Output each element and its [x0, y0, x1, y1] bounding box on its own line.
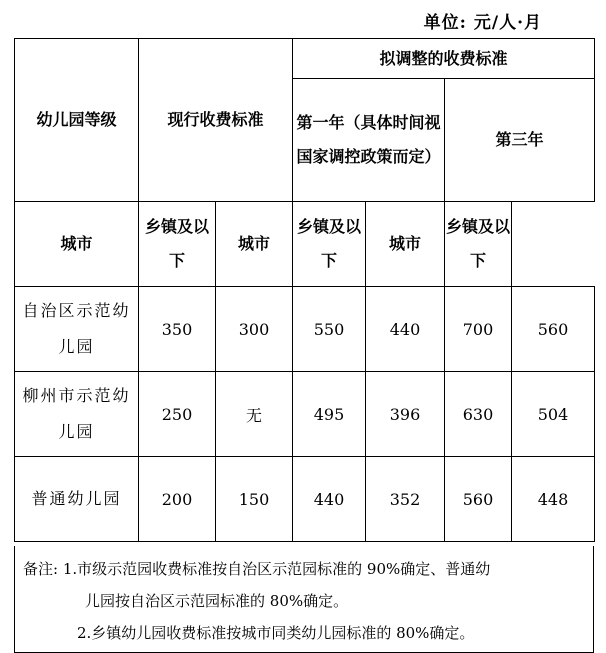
note-line-3: 2.乡镇幼儿园收费标准按城市同类幼儿园标准的 80%确定。: [77, 624, 475, 642]
cell-year-three-city: 700: [445, 287, 512, 372]
cell-year-one-town: 440: [366, 287, 445, 372]
sub-header-city: 城市: [366, 202, 445, 287]
cell-current-city: 200: [139, 457, 216, 542]
sub-header-city: 城市: [15, 202, 139, 287]
cell-year-three-city: 560: [445, 457, 512, 542]
note-line-1: 备注: 1.市级示范园收费标准按自治区示范园标准的 90%确定、普通幼: [23, 560, 491, 578]
sub-header-town: 乡镇及以下: [293, 202, 366, 287]
cell-current-city: 350: [139, 287, 216, 372]
header-level: 幼儿园等级: [15, 39, 139, 202]
cell-year-three-town: 448: [512, 457, 595, 542]
cell-year-one-town: 396: [366, 372, 445, 457]
cell-year-one-town: 352: [366, 457, 445, 542]
table-row: [15, 287, 595, 372]
header-year-three: 第三年: [445, 79, 595, 202]
table-row: [15, 457, 595, 542]
cell-current-town: 150: [216, 457, 293, 542]
header-proposed-standard: 拟调整的收费标准: [293, 39, 595, 79]
cell-current-city: 250: [139, 372, 216, 457]
row-category: 自治区示范幼儿园: [15, 287, 139, 372]
sub-header-town: 乡镇及以下: [445, 202, 512, 287]
cell-year-three-town: 560: [512, 287, 595, 372]
cell-year-three-city: 630: [445, 372, 512, 457]
sub-header-town: 乡镇及以下: [139, 202, 216, 287]
cell-current-town: 无: [216, 372, 293, 457]
row-category: 柳州市示范幼儿园: [15, 372, 139, 457]
unit-label: 单位: 元/人·月: [423, 13, 542, 33]
row-category: 普通幼儿园: [15, 457, 139, 542]
notes-box: [14, 546, 594, 653]
cell-current-town: 300: [216, 287, 293, 372]
cell-year-three-town: 504: [512, 372, 595, 457]
cell-year-one-city: 495: [293, 372, 366, 457]
fee-table: [14, 38, 595, 542]
header-current-standard: 现行收费标准: [139, 39, 293, 202]
header-year-one: 第一年（具体时间视国家调控政策而定）: [293, 79, 445, 202]
cell-year-one-city: 440: [293, 457, 366, 542]
cell-year-one-city: 550: [293, 287, 366, 372]
table-row: [15, 372, 595, 457]
note-line-2: 儿园按自治区示范园标准的 80%确定。: [85, 592, 349, 610]
sub-header-city: 城市: [216, 202, 293, 287]
